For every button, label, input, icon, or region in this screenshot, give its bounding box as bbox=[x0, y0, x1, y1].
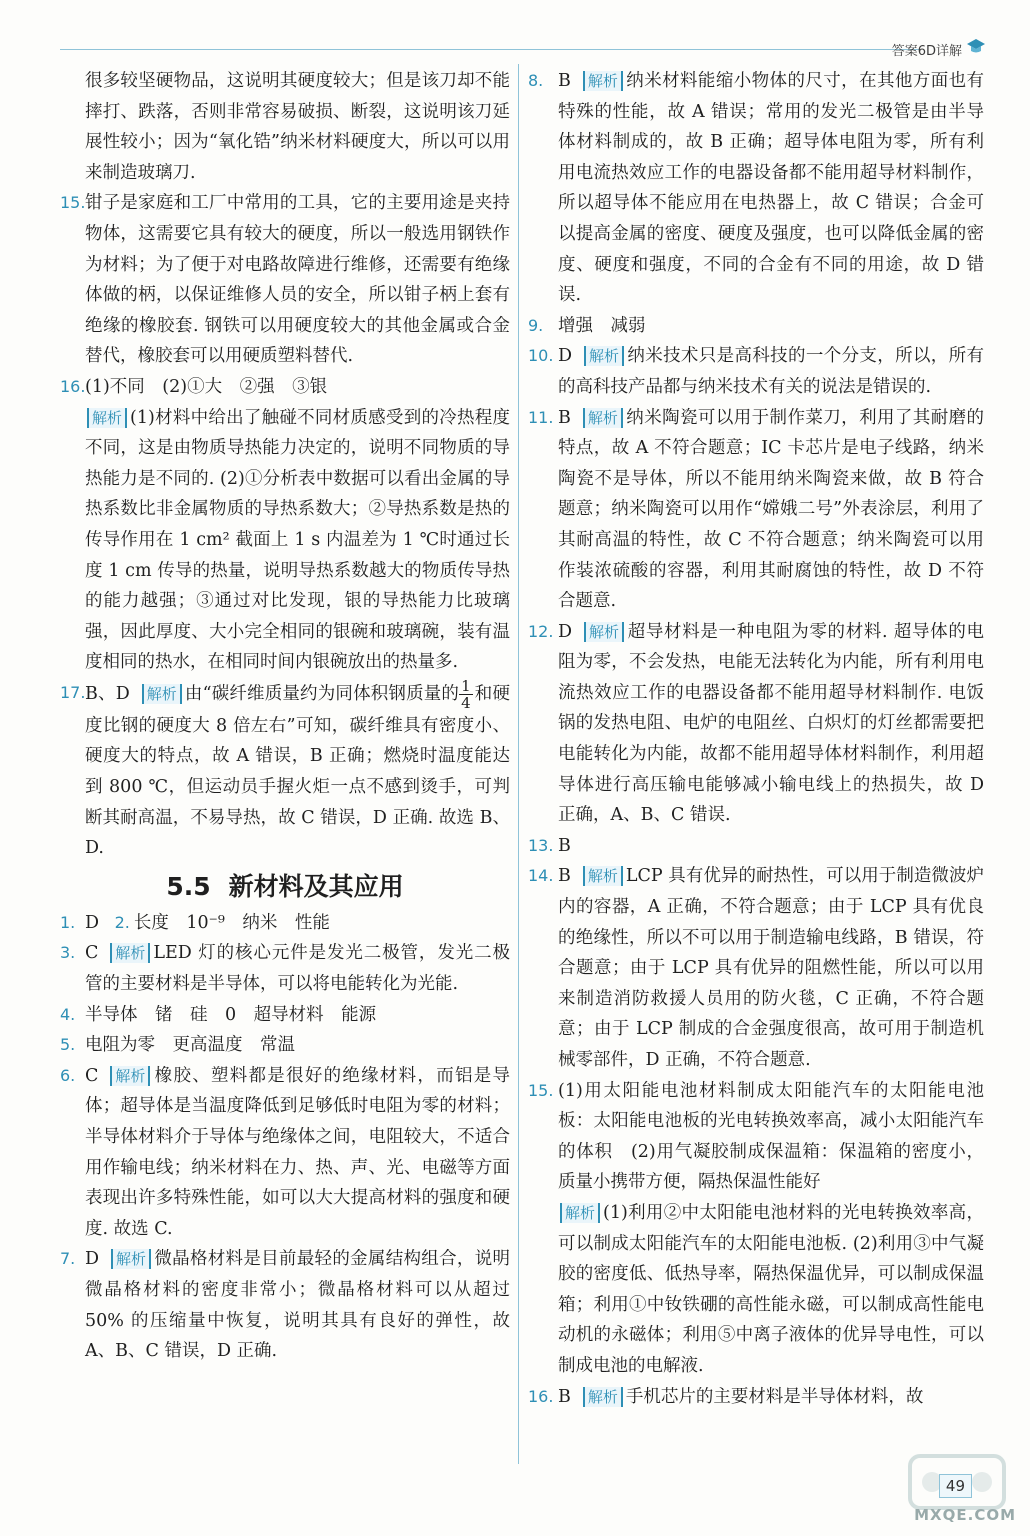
s9 bbox=[528, 311, 984, 342]
s11-number: 11. bbox=[528, 407, 554, 427]
s2-answer: 长度 10⁻⁹ 纳米 性能 bbox=[133, 912, 330, 933]
s3 bbox=[60, 938, 510, 999]
graduation-cap-icon bbox=[966, 37, 986, 57]
s11-text: 纳米陶瓷可以用于制作菜刀，利用了其耐磨的特点，故 A 不符合题意；IC 卡芯片是电子线路，纳米陶瓷不是导体，所以不能用纳米陶瓷来做，故 B 符合题意；纳米陶瓷可以用作“嫦娥二号”外表涂层，利用了其耐高温的特性，故 C 不符合题意；纳米陶瓷可以用作装浓硫酸的容器，利用其耐腐蚀的特性，故 D 不符合题意. bbox=[558, 407, 984, 612]
s3-text: LED 灯的核心元件是发光二极管，发光二极管的主要材料是半导体，可以将电能转化为光能. bbox=[85, 943, 510, 995]
s3-answer: C bbox=[85, 943, 99, 964]
s4-number: 4. bbox=[60, 1004, 76, 1024]
analysis-tag: 解析 bbox=[583, 71, 623, 91]
header-label: 答案6D详解 bbox=[891, 44, 962, 59]
s11-answer: B bbox=[558, 407, 571, 428]
s14-text: LCP 具有优异的耐热性，可以用于制造微波炉内的容器，A 正确，不符合题意；由于 LCP 具有优良的绝缘性，所以不可以用于制造输电线路，B 错误，符合题意；由于 LCP 具有优异的阻燃性能，所以可以用来制造消防救援人员用的防火毯，C 正确，不符合题意；由于 LCP 制成的合金强度很高，故可用于制造机械零部件，D 正确，不符合题意. bbox=[558, 866, 984, 1070]
analysis-tag: 解析 bbox=[142, 684, 182, 704]
q17-text-a: 由“碳纤维质量约为同体积钢质量的 bbox=[184, 683, 460, 704]
section-heading: 新材料及其应用 bbox=[228, 871, 404, 901]
s5-number: 5. bbox=[60, 1035, 76, 1055]
analysis-tag: 解析 bbox=[583, 866, 623, 886]
s14 bbox=[528, 861, 984, 1075]
q17-text-b: 和硬度比钢的硬度大 8 倍左右”可知，碳纤维具有密度小、硬度大的特点，故 A 错误，B 正确；燃烧时温度能达到 800 ℃，但运动员手握火炬一点不感到烫手，可判断其耐高温，不易导热，故 C 错误，D 正确. 故选 B、D. bbox=[85, 683, 510, 859]
s15-number: 15. bbox=[528, 1080, 554, 1100]
s6 bbox=[60, 1061, 510, 1245]
s12-text: 超导材料是一种电阻为零的材料. 超导体的电阻为零，不会发热，电能无法转化为内能，所有利用电流热效应工作的电器设备都不能用超导材料制作. 电饭锅的发热电阻、电炉的电阻丝、白炽灯的灯丝都需要把电能转化为内能，故都不能用超导体材料制作，利用超导体进行高压输电能够减小输电线上的热损失，故 D 正确，A、B、C 错误. bbox=[558, 621, 984, 826]
s6-answer: C bbox=[85, 1065, 99, 1086]
s9-number: 9. bbox=[528, 315, 544, 335]
q17 bbox=[60, 678, 510, 864]
analysis-tag: 解析 bbox=[110, 1066, 150, 1086]
s10-answer: D bbox=[558, 346, 573, 367]
analysis-tag: 解析 bbox=[583, 408, 623, 428]
q16-answer: (1)不同 (2)①大 ②强 ③银 bbox=[85, 376, 328, 397]
s16-answer: B bbox=[558, 1386, 571, 1407]
s1-answer: D bbox=[85, 912, 100, 933]
analysis-tag: 解析 bbox=[560, 1203, 600, 1223]
s1-s2 bbox=[60, 908, 510, 939]
q14-continuation: 很多较坚硬物品，这说明其硬度较大；但是该刀却不能摔打、跌落，否则非常容易破损、断裂，这说明该刀延展性较小；因为“氧化锆”纳米材料硬度大，所以可以用来制造玻璃刀. bbox=[85, 71, 510, 183]
s13-answer: B bbox=[558, 835, 571, 856]
header-rule bbox=[60, 49, 920, 50]
s5-answer: 电阻为零 更高温度 常温 bbox=[85, 1035, 295, 1056]
s9-answer: 增强 减弱 bbox=[558, 315, 646, 336]
analysis-tag: 解析 bbox=[110, 943, 150, 963]
s16-number: 16. bbox=[528, 1386, 554, 1406]
analysis-tag: 解析 bbox=[87, 408, 127, 428]
q16 bbox=[60, 372, 510, 403]
s14-number: 14. bbox=[528, 866, 554, 886]
s10-text: 纳米技术只是高科技的一个分支，所以，所有的高科技产品都与纳米技术有关的说法是错误的. bbox=[558, 346, 984, 397]
s6-number: 6. bbox=[60, 1065, 76, 1085]
q16-number: 16. bbox=[60, 376, 86, 396]
s4 bbox=[60, 1000, 510, 1031]
analysis-tag: 解析 bbox=[583, 1387, 623, 1407]
right-column bbox=[528, 66, 984, 1412]
s7-number: 7. bbox=[60, 1249, 76, 1269]
q16-analysis bbox=[60, 403, 510, 678]
s15-analysis bbox=[528, 1198, 984, 1382]
s12-number: 12. bbox=[528, 621, 554, 641]
s15-analysis-text: (1)利用②中太阳能电池材料的光电转换效率高，可以制成太阳能汽车的太阳能电池板. (2)利用③中气凝胶的密度低、低热导率，隔热保温优异，可以制成保温箱；利用①中钕铁硼的高性能永磁，可以制成高性能电动机的永磁体；利用⑤中离子液体的优异导电性，可以制成电池的电解液. bbox=[558, 1202, 984, 1376]
q15-number: 15. bbox=[60, 193, 86, 213]
s11 bbox=[528, 403, 984, 617]
s7-text: 微晶格材料是目前最轻的金属结构组合，说明微晶格材料的密度非常小；微晶格材料可以从超过 50% 的压缩量中恢复，说明其具有良好的弹性，故 A、B、C 错误，D 正确. bbox=[85, 1249, 510, 1362]
s4-answer: 半导体 锗 硅 0 超导材料 能源 bbox=[85, 1004, 377, 1025]
q17-number: 17. bbox=[60, 682, 86, 702]
s10-number: 10. bbox=[528, 346, 554, 366]
s15 bbox=[528, 1076, 984, 1198]
fraction-numerator: 1 bbox=[461, 676, 471, 695]
s1-number: 1. bbox=[60, 912, 76, 932]
column-divider bbox=[518, 64, 519, 1464]
q15-text: 钳子是家庭和工厂中常用的工具，它的主要用途是夹持物体，这需要它具有较大的硬度，所以一般选用钢铁作为材料；为了便于对电路故障进行维修，还需要有绝缘体做的柄，以保证维修人员的安全，所以钳子柄上套有绝缘的橡胶套. 钢铁可以用硬度较大的其他金属或合金替代，橡胶套可以用硬质塑料替代. bbox=[85, 193, 510, 367]
q15 bbox=[60, 188, 510, 372]
watermark-text: MXQE.COM bbox=[914, 1506, 1016, 1524]
s16-text: 手机芯片的主要材料是半导体材料，故 bbox=[625, 1386, 924, 1407]
s8-answer: B bbox=[558, 71, 571, 91]
left-column bbox=[60, 66, 510, 1367]
section-number: 5.5 bbox=[166, 871, 211, 901]
page-number: 49 bbox=[939, 1474, 972, 1498]
analysis-tag: 解析 bbox=[584, 622, 624, 642]
s12-answer: D bbox=[558, 621, 573, 642]
s8 bbox=[528, 66, 984, 311]
fraction-one-quarter bbox=[459, 678, 473, 711]
q17-answer: B、D bbox=[85, 683, 130, 704]
s5 bbox=[60, 1030, 510, 1061]
s10 bbox=[528, 341, 984, 402]
s8-number: 8. bbox=[528, 71, 544, 90]
s16 bbox=[528, 1382, 984, 1413]
analysis-tag: 解析 bbox=[584, 346, 624, 366]
s6-text: 橡胶、塑料都是很好的绝缘材料，而铝是导体；超导体是当温度降低到足够低时电阻为零的材料；半导体材料介于导体与绝缘体之间，电阻较大，不适合用作输电线；纳米材料在力、热、声、光、电磁等方面表现出许多特殊性能，如可以大大提高材料的强度和硬度. 故选 C. bbox=[85, 1065, 510, 1239]
q16-analysis-text: (1)材料中给出了触碰不同材质感受到的冷热程度不同，这是由物质导热能力决定的，说明不同物质的导热能力是不同的. (2)①分析表中数据可以看出金属的导热系数比非金属物质的导热系数大；②导热系数是热的传导作用在 1 cm² 截面上 1 s 内温差为 1 ℃时通过长度 1 cm 传导的热量，说明导热系数越大的物质传导热的能力越强；③通过对比发现，银的导热能力比玻璃强，因此厚度、大小完全相同的银碗和玻璃碗，装有温度相同的热水，在相同时间内银碗放出的热量多. bbox=[85, 407, 510, 673]
s14-answer: B bbox=[558, 866, 571, 887]
s2-number: 2. bbox=[114, 912, 130, 932]
s13-number: 13. bbox=[528, 835, 554, 855]
s13 bbox=[528, 831, 984, 862]
analysis-tag: 解析 bbox=[111, 1249, 151, 1269]
s3-number: 3. bbox=[60, 943, 76, 963]
s15-answer: (1)用太阳能电池材料制成太阳能汽车的太阳能电池板：太阳能电池板的光电转换效率高，减小太阳能汽车的体积 (2)用气凝胶制成保温箱：保温箱的密度小，质量小携带方便，隔热保温性能好 bbox=[558, 1080, 984, 1193]
s8-text: 纳米材料能缩小物体的尺寸，在其他方面也有特殊的性能，故 A 错误；常用的发光二极管是由半导体材料制成的，故 B 正确；超导体电阻为零，所有利用电流热效应工作的电器设备都不能用超导材料制作，所以超导体不能应用在电热器上，故 C 错误；合金可以提高金属的密度、硬度及强度，也可以降低金属的密度、硬度和强度，不同的合金有不同的用途，故 D 错误. bbox=[558, 71, 984, 306]
fraction-denominator: 4 bbox=[461, 693, 471, 712]
s12 bbox=[528, 617, 984, 831]
s7 bbox=[60, 1244, 510, 1366]
s7-answer: D bbox=[85, 1249, 100, 1270]
section-title bbox=[60, 870, 510, 904]
